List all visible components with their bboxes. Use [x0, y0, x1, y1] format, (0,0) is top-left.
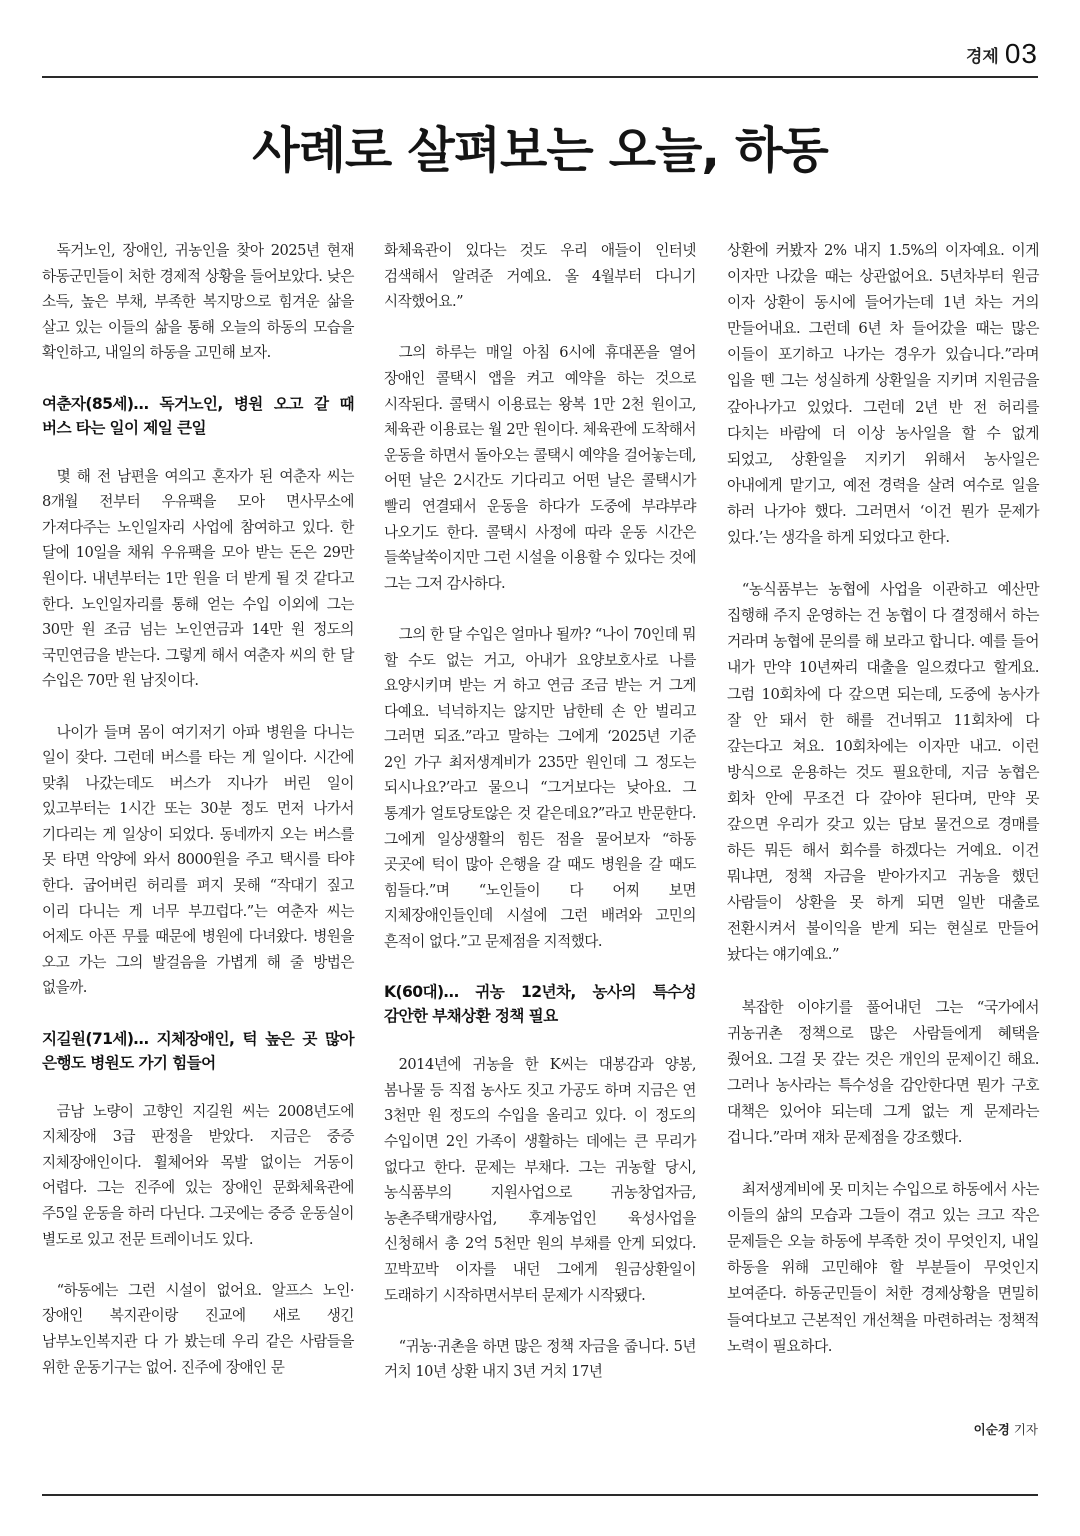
- reporter-name: 이순경: [973, 1422, 1010, 1437]
- section-name: 경제: [965, 46, 999, 67]
- body-paragraph: 그의 하루는 매일 아침 6시에 휴대폰을 열어 장애인 콜택시 앱을 켜고 예약을 하는 것으로 시작된다. 콜택시 이용료는 왕복 1만 2천 원이고, 체육관 이용료는 월 2만 원이다. 체육관에 도착해서 운동을 하면서 돌아오는 콜택시 예약을 걸어놓는데, 어떤 날은 2시간도 기다리고 어떤 날은 콜택시가 빨리 연결돼서 운동을 하다가 도중에 부랴부랴 나오기도 한다. 콜택시 사정에 따라 운동 시간은 들쑥날쑥이지만 그런 시설을 이용할 수 있다는 것에 그는 그저 감사하다.: [384, 344, 696, 592]
- body-paragraph: 복잡한 이야기를 풀어내던 그는 “국가에서 귀농귀촌 정책으로 많은 사람들에게 혜택을 줬어요. 그걸 못 갚는 것은 개인의 문제이긴 해요. 그러나 농사라는 특수성을 감안한다면 뭔가 구호 대책은 있어야 되는데 그게 없는 게 문제라는 겁니다.”라며 재차 문제점을 강조했다.: [727, 998, 1039, 1146]
- body-paragraph-continued: 상환에 커봤자 2% 내지 1.5%의 이자예요. 이게 이자만 나갔을 때는 상관없어요. 5년차부터 원금 이자 상환이 동시에 들어가는데 1년 차는 거의 만들어내요. 그런데 6년 차 들어갔을 때는 많은 이들이 포기하고 나가는 경우가 있습니다.”라며 입을 뗀 그는 성실하게 상환일을 지키며 지원금을 갚아나가고 있었다. 그런데 2년 반 전 허리를 다치는 바람에 더 이상 농사일을 할 수 없게 되었고, 상환일을 지키기 위해서 농사일은 아내에게 맡기고, 예전 경력을 살려 여수로 일을 하러 나가야 했다. 그러면서 ‘이건 뭔가 문제가 있다.’는 생각을 하게 되었다고 한다.: [727, 242, 1039, 547]
- body-paragraph: “하동에는 그런 시설이 없어요. 알프스 노인·장애인 복지관이랑 진교에 새로 생긴 남부노인복지관 다 가 봤는데 우리 같은 사람들을 위한 운동기구는 없어. 진주에 장애인 문: [42, 1281, 354, 1376]
- body-paragraph: 금남 노량이 고향인 지길원 씨는 2008년도에 지체장애 3급 판정을 받았다. 지금은 중증 지체장애인이다. 휠체어와 목발 없이는 거동이 어렵다. 그는 진주에 있는 장애인 문화체육관에 주5일 운동을 하러 다닌다. 그곳에는 중증 운동실이 별도로 있고 전문 트레이너도 있다.: [42, 1102, 354, 1248]
- body-paragraph: 그의 한 달 수입은 얼마나 될까? “나이 70인데 뭐 할 수도 없는 거고, 아내가 요양보호사로 나를 요양시키며 받는 거 하고 연금 조금 받는 거 그게 다예요. 넉넉하지는 않지만 남한테 손 안 벌리고 그러면 되죠.”라고 말하는 그에게 ‘2025년 기준 2인 가구 최저생계비가 235만 원인데 그 정도는 되시나요?’라고 물으니 “그거보다는 낮아요. 그 통계가 얼토당토않은 것 같은데요?”라고 반문한다. 그에게 일상생활의 힘든 점을 물어보자 “하동 곳곳에 턱이 많아 은행을 갈 때도 병원을 갈 때도 힘들다.”며 “노인들이 다 어찌 보면 지체장애인들인데 시설에 그런 배려와 고민의 흔적이 없다.”고 문제점을 지적했다.: [384, 625, 696, 951]
- lead-paragraph: 독거노인, 장애인, 귀농인을 찾아 2025년 현재 하동군민들이 처한 경제적 상황을 들어보았다. 낮은 소득, 높은 부채, 부족한 복지망으로 힘겨운 삶을 살고 있는 이들의 삶을 통해 오늘의 하동의 모습을 확인하고, 내일의 하동을 고민해 보자.: [42, 242, 354, 362]
- article-column-3: [727, 238, 1039, 1386]
- article-column-1: [42, 238, 354, 1406]
- headline: 사례로 살펴보는 오늘, 하동: [252, 122, 828, 179]
- body-paragraph: 2014년에 귀농을 한 K씨는 대봉감과 양봉, 봄나물 등 직접 농사도 짓고 가공도 하며 지금은 연 3천만 원 정도의 수입을 올리고 있다. 이 정도의 수입이면 2인 가족이 생활하는 데에는 큰 무리가 없다고 한다. 문제는 부채다. 그는 귀농할 당시, 농식품부의 지원사업으로 귀농창업자금, 농촌주택개량사업, 후계농업인 육성사업을 신청해서 총 2억 5천만 원의 부채를 안게 되었다. 꼬박꼬박 이자를 내던 그에게 원금상환일이 도래하기 시작하면서부터 문제가 시작됐다.: [384, 1056, 696, 1304]
- page-header: [42, 34, 1038, 78]
- body-paragraph: 나이가 들며 몸이 여기저기 아파 병원을 다니는 일이 잦다. 그런데 버스를 타는 게 일이다. 시간에 맞춰 나갔는데도 버스가 지나가 버린 일이 있고부터는 1시간 또는 30분 정도 먼저 나가서 기다리는 게 일상이 되었다. 동네까지 오는 버스를 못 타면 악양에 와서 8000원을 주고 택시를 타야 한다. 굽어버린 허리를 펴지 못해 “작대기 짚고 이리 다니는 게 너무 부끄럽다.”는 여춘자 씨는 어제도 아픈 무릎 때문에 병원에 다녀왔다. 병원을 오고 가는 그의 발걸음을 가볍게 해 줄 방법은 없을까.: [42, 723, 354, 997]
- footer-rule: [42, 1494, 1038, 1496]
- body-paragraph: 몇 해 전 남편을 여의고 혼자가 된 여춘자 씨는 8개월 전부터 우유팩을 모아 면사무소에 가져다주는 노인일자리 사업에 참여하고 있다. 한 달에 10일을 채워 우유팩을 모아 받는 돈은 29만 원이다. 내년부터는 1만 원을 더 받게 될 것 같다고 한다. 노인일자리를 통해 얻는 수입 이외에 그는 30만 원 조금 넘는 노인연금과 14만 원 정도의 국민연금을 받는다. 그렇게 해서 여춘자 씨의 한 달 수입은 70만 원 남짓이다.: [42, 467, 354, 690]
- subheading-ji-gilwon: 지길원(71세)… 지체장애인, 턱 높은 곳 많아 은행도 병원도 가기 힘들어: [42, 1029, 354, 1072]
- body-paragraph: “농식품부는 농협에 사업을 이관하고 예산만 집행해 주지 운영하는 건 농협이 다 결정해서 하는 거라며 농협에 문의를 해 보라고 합니다. 예를 들어 내가 만약 10년짜리 대출을 일으켰다고 할게요. 그럼 10회차에 다 갚으면 되는데, 도중에 농사가 잘 안 돼서 한 해를 건너뛰고 11회차에 다 갚는다고 쳐요. 10회차에는 이자만 내고. 이런 방식으로 운용하는 것도 필요한데, 지금 농협은 회차 안에 무조건 다 갚아야 된다며, 만약 못 갚으면 우리가 갖고 있는 담보 물건으로 경매를 하든 뭐든 해서 회수를 하겠다는 거예요. 이건 뭐냐면, 정책 자금을 받아가지고 귀농을 했던 사람들이 상환을 못 하게 되면 일반 대출로 전환시켜서 불이익을 받게 되는 현실로 만들어 놨다는 얘기예요.”: [727, 581, 1039, 964]
- section-label: [966, 38, 1038, 70]
- subheading-yeo-chunja: 여춘자(85세)… 독거노인, 병원 오고 갈 때 버스 타는 일이 제일 큰일: [42, 394, 354, 437]
- closing-paragraph: 최저생계비에 못 미치는 수입으로 하동에서 사는 이들의 삶의 모습과 그들이 겪고 있는 크고 작은 문제들은 오늘 하동에 부족한 것이 무엇인지, 내일 하동을 위해 고민해야 할 부분들이 무엇인지 보여준다. 하동군민들이 처한 경제상황을 면밀히 들여다보고 근본적인 개선책을 마련하려는 정책적 노력이 필요하다.: [727, 1181, 1039, 1355]
- page-number: 03: [1004, 38, 1038, 69]
- body-paragraph: “귀농·귀촌을 하면 많은 정책 자금을 줍니다. 5년 거치 10년 상환 내지 3년 거치 17년: [384, 1337, 696, 1381]
- subheading-k: K(60대)… 귀농 12년차, 농사의 특수성 감안한 부채상환 정책 필요: [384, 983, 696, 1026]
- body-paragraph-continued: 화체육관이 있다는 것도 우리 애들이 인터넷 검색해서 알려준 거예요. 올 4월부터 다니기 시작했어요.”: [384, 242, 696, 311]
- reporter-title: 기자: [1013, 1422, 1038, 1437]
- article-column-2: [384, 238, 696, 1411]
- byline: [974, 1420, 1038, 1438]
